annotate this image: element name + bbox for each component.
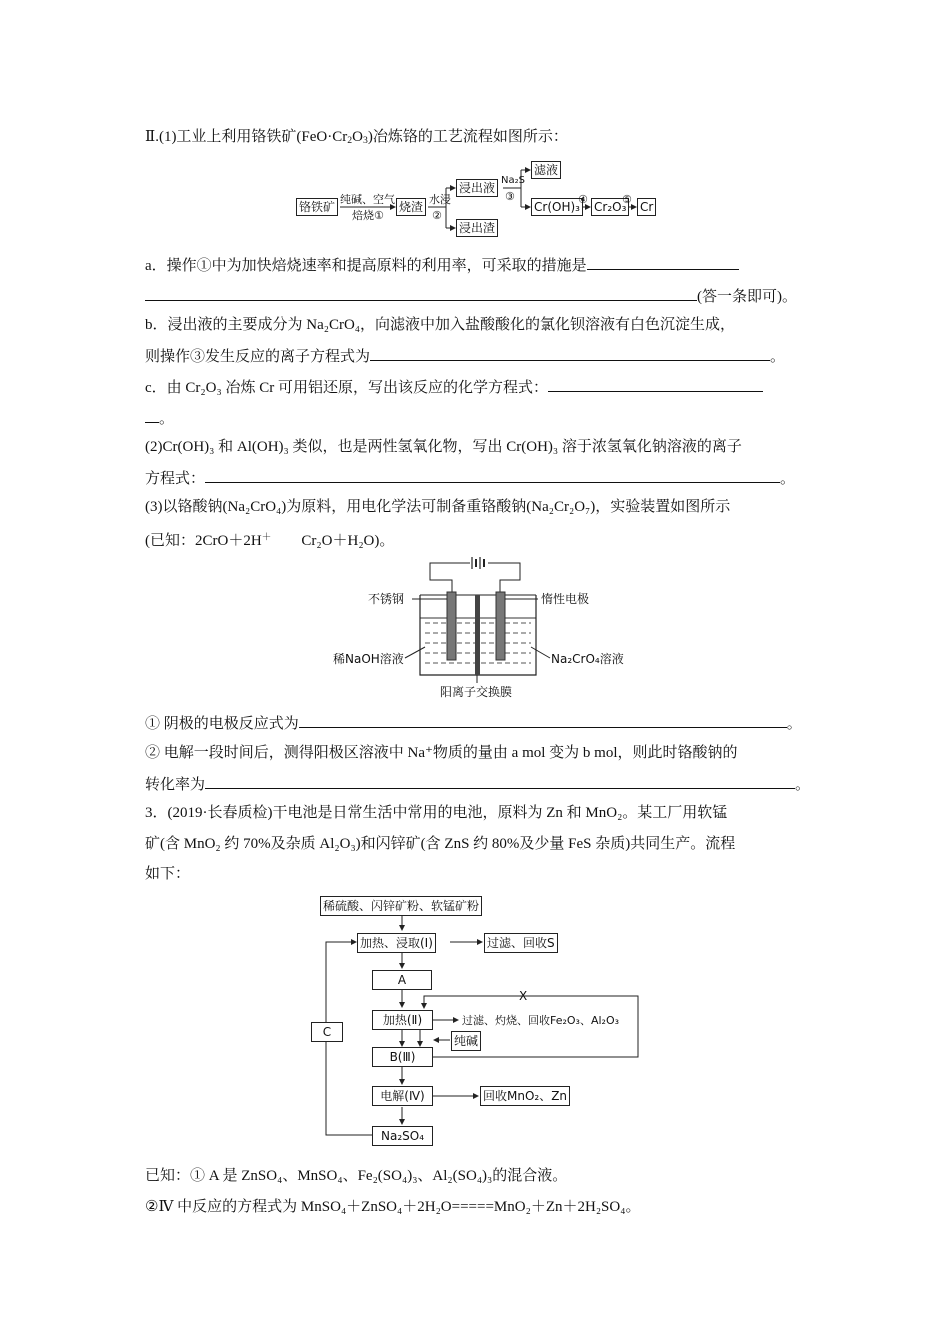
flow1-water-label: 水浸 xyxy=(429,193,451,206)
q3-line1: 3．(2019·长春质检)干电池是日常生活中常用的电池，原料为 Zn 和 MnO₂。某工厂用软锰 xyxy=(145,805,728,821)
q2-a-line1: a．操作①中为加快焙烧速率和提高原料的利用率，可采取的措施是 xyxy=(145,254,739,276)
q2-p3-line2: (已知：2CrO＋2H＋ Cr₂O＋H₂O)。 xyxy=(145,532,395,549)
q3-known1: 已知：① A 是 ZnSO₄、MnSO₄、Fe₂(SO₄)₃、Al₂(SO₄)₃的混合液。 xyxy=(145,1168,568,1184)
flow2-step1-box: 加热、浸取(Ⅰ) xyxy=(357,933,436,953)
flow2-step2-box: 加热(Ⅱ) xyxy=(372,1010,433,1030)
flow2-raw-box: 稀硫酸、闪锌矿粉、软锰矿粉 xyxy=(320,896,482,916)
q2-q2-line2: 转化率为 。 xyxy=(145,773,810,795)
flow1-cr-box: Cr xyxy=(637,198,656,216)
flow1-step5-label: ⑤ xyxy=(622,193,632,206)
q2-b-line2: 则操作③发生反应的离子方程式为 。 xyxy=(145,345,785,367)
flow1-step3-label: ③ xyxy=(505,190,515,203)
q2-q1-line: ① 阴极的电极反应式为 。 xyxy=(145,712,802,734)
q2-p2-line1: (2)Cr(OH)₃ 和 Al(OH)₃ 类似，也是两性氢氧化物，写出 Cr(OH)₃ 溶于浓氢氧化钠溶液的离子 xyxy=(145,439,742,455)
q2-b-line1: b．浸出液的主要成分为 Na₂CrO₄，向滤液中加入盐酸酸化的氯化钡溶液有白色沉淀生成， xyxy=(145,317,736,333)
flow2-step4-box: 电解(Ⅳ) xyxy=(372,1086,433,1106)
cell-right-solution-label: Na₂CrO₄溶液 xyxy=(551,652,624,666)
cell-left-electrode-label: 不锈钢 xyxy=(368,592,405,606)
cell-right-electrode-label: 惰性电极 xyxy=(541,592,590,606)
cell-left-solution-label: 稀NaOH溶液 xyxy=(333,652,404,666)
flow1-roast-label: 焙烧① xyxy=(352,209,384,222)
flow1-leach-residue-box: 浸出渣 xyxy=(456,219,498,237)
flow2-x-label: X xyxy=(519,989,528,1003)
flow2-fe-out-label: 过滤、灼烧、回收Fe₂O₃、Al₂O₃ xyxy=(462,1014,620,1027)
flow1-cr2o3-box: Cr₂O₃ xyxy=(591,198,629,216)
q2-intro: Ⅱ.(1)工业上利用铬铁矿$(FeO\cdot Cr_2O_3)$冶炼铬的工艺流程如图所示： xyxy=(145,129,568,146)
flow1-croh3-box: Cr(OH)₃ xyxy=(531,198,583,216)
q3-known2: ②Ⅳ 中反应的方程式为 MnSO₄＋ZnSO₄＋2H₂O=====MnO₂＋Zn＋2H₂SO₄。 xyxy=(145,1199,641,1215)
flow2-b-box: B(Ⅲ) xyxy=(372,1047,433,1067)
flow1-step4-label: ④ xyxy=(578,193,588,206)
flow1-step2-label: ② xyxy=(432,209,442,222)
flow2-mn-out-box: 回收MnO₂、Zn xyxy=(480,1086,570,1106)
q3-line2: 矿(含 MnO₂ 约 70%及杂质 Al₂O₃)和闪锌矿(含 ZnS 约 80%及少量 FeS 杂质)共同生产。流程 xyxy=(145,836,736,852)
flow1-filtrate-box: 滤液 xyxy=(531,161,561,179)
flow2-s-out-box: 过滤、回收S xyxy=(484,933,558,953)
flow1-slag-box: 烧渣 xyxy=(396,198,426,216)
q2-p3-line1: (3)以铬酸钠(Na₂CrO₄)为原料，用电化学法可制备重铬酸钠(Na₂Cr₂O₇)，实验装置如图所示 xyxy=(145,499,731,515)
q2-a-line2: (答一条即可)。 xyxy=(145,285,797,307)
flow1-reagent-label: 纯碱、空气 xyxy=(340,193,395,206)
flow1-ore-box: 铬铁矿 xyxy=(296,198,338,216)
flow1-na2s-label: Na₂S xyxy=(501,175,525,186)
q3-line3: 如下： xyxy=(145,866,191,882)
cell-membrane-label: 阳离子交换膜 xyxy=(440,685,513,699)
q2-c-line1: c．由 Cr₂O₃ 冶炼 Cr 可用铝还原，写出该反应的化学方程式： xyxy=(145,376,763,398)
q2-c-line2: 。 xyxy=(145,407,174,429)
q2-q2-line1: ② 电解一段时间后，测得阳极区溶液中 Na⁺物质的量由 a mol 变为 b mol，则此时铬酸钠的 xyxy=(145,745,738,761)
flow2-c-box: C xyxy=(311,1022,343,1042)
q2-p2-line2: 方程式： 。 xyxy=(145,467,795,489)
flow1-leach-liquid-box: 浸出液 xyxy=(456,179,498,197)
flow2-na2so4-box: Na₂SO₄ xyxy=(372,1126,433,1146)
flow2-soda-box: 纯碱 xyxy=(451,1031,481,1051)
flow2-a-box: A xyxy=(372,970,432,990)
